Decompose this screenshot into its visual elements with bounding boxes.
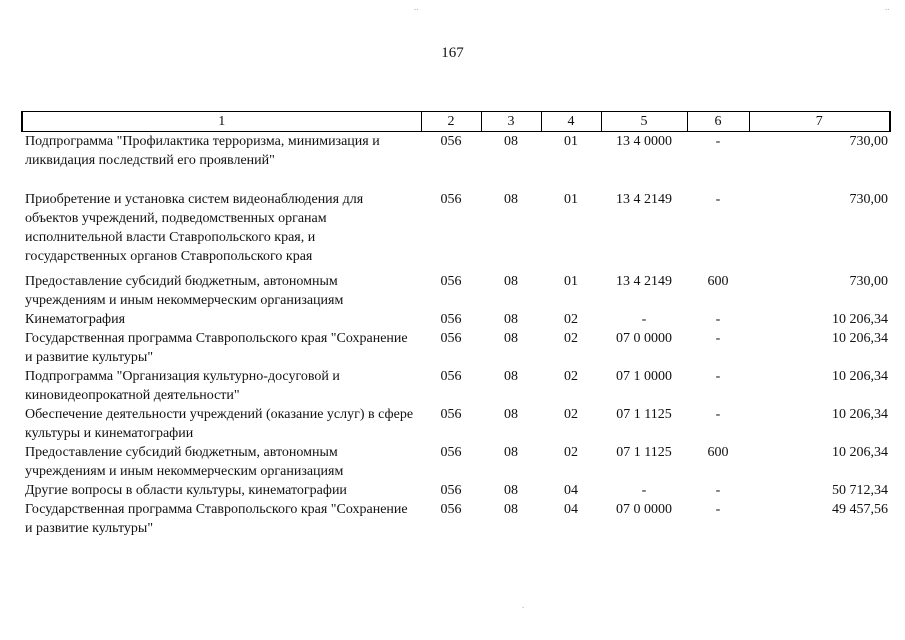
row-col-7: 730,00	[849, 192, 888, 207]
row-col-6: -	[715, 192, 721, 207]
row-col-7: 10 206,34	[832, 407, 888, 422]
table-row	[22, 405, 890, 443]
row-col-5: 07 1 1125	[616, 445, 672, 460]
table-row	[22, 500, 890, 538]
column-header-6: 6	[687, 112, 749, 132]
row-col-5: -	[641, 483, 647, 498]
row-col-3: 08	[504, 483, 518, 498]
row-col-6: -	[715, 134, 721, 149]
row-col-5: 13 4 2149	[616, 192, 672, 207]
row-col-6: -	[715, 502, 721, 517]
column-header-7: 7	[749, 112, 890, 132]
row-col-5: 07 1 1125	[616, 407, 672, 422]
row-name: Государственная программа Ставропольского края "Сохранение и развитие культуры"	[25, 502, 408, 536]
table-row	[22, 329, 890, 367]
column-header-1: 1	[22, 112, 421, 132]
row-col-7: 49 457,56	[832, 502, 888, 517]
row-col-3: 08	[504, 445, 518, 460]
row-col-4: 01	[564, 192, 578, 207]
table-header-row	[22, 112, 890, 132]
row-col-2: 056	[440, 331, 462, 346]
row-col-4: 02	[564, 369, 578, 384]
row-name: Подпрограмма "Организация культурно-досуговой и киновидеопрокатной деятельности"	[25, 369, 340, 403]
row-col-2: 056	[440, 134, 462, 149]
table-row	[22, 443, 890, 481]
margin-mark-bottom: .	[522, 600, 525, 610]
row-col-4: 04	[564, 502, 578, 517]
row-col-7: 10 206,34	[832, 312, 888, 327]
row-col-3: 08	[504, 407, 518, 422]
row-col-6: -	[715, 369, 721, 384]
column-header-2: 2	[421, 112, 481, 132]
row-col-7: 730,00	[849, 134, 888, 149]
table-row	[22, 272, 890, 310]
row-col-6: 600	[707, 445, 729, 460]
row-col-6: -	[715, 407, 721, 422]
row-name: Предоставление субсидий бюджетным, автономным учреждениям и иным некоммерческим организациям	[25, 274, 344, 308]
row-name: Подпрограмма "Профилактика терроризма, минимизация и ликвидация последствий его проявлений"	[25, 134, 380, 168]
row-col-2: 056	[440, 274, 462, 289]
row-col-5: 07 1 0000	[616, 369, 672, 384]
row-col-5: -	[641, 312, 647, 327]
row-col-3: 08	[504, 369, 518, 384]
row-col-2: 056	[440, 192, 462, 207]
row-col-2: 056	[440, 502, 462, 517]
row-col-3: 08	[504, 274, 518, 289]
column-header-5: 5	[601, 112, 687, 132]
row-col-4: 04	[564, 483, 578, 498]
row-col-6: -	[715, 483, 721, 498]
row-col-7: 50 712,34	[832, 483, 888, 498]
row-name: Кинематография	[25, 312, 126, 327]
row-col-4: 01	[564, 274, 578, 289]
margin-mark-top-right: ..	[885, 2, 890, 12]
row-col-4: 01	[564, 134, 578, 149]
row-name: Обеспечение деятельности учреждений (оказание услуг) в сфере культуры и кинематографии	[25, 407, 414, 441]
table-row	[22, 481, 890, 500]
row-col-3: 08	[504, 134, 518, 149]
row-col-7: 10 206,34	[832, 331, 888, 346]
row-col-5: 13 4 0000	[616, 134, 672, 149]
row-col-7: 10 206,34	[832, 369, 888, 384]
table-row	[22, 367, 890, 405]
budget-table	[21, 111, 891, 538]
column-header-4: 4	[541, 112, 601, 132]
row-col-3: 08	[504, 192, 518, 207]
row-col-2: 056	[440, 312, 462, 327]
row-col-6: 600	[707, 274, 729, 289]
row-col-3: 08	[504, 502, 518, 517]
row-col-7: 730,00	[849, 274, 888, 289]
row-name: Другие вопросы в области культуры, кинематографии	[25, 483, 347, 498]
table-row	[22, 132, 890, 191]
row-name: Приобретение и установка систем видеонаблюдения для объектов учреждений, подведомственных органам исполнительной власти Ставропольского края, и государственных органов Ставропольского края	[25, 192, 364, 264]
table-row	[22, 310, 890, 329]
row-col-2: 056	[440, 483, 462, 498]
table-row	[22, 190, 890, 272]
row-col-5: 07 0 0000	[616, 331, 672, 346]
row-col-6: -	[715, 331, 721, 346]
row-col-4: 02	[564, 445, 578, 460]
row-col-2: 056	[440, 445, 462, 460]
row-col-4: 02	[564, 331, 578, 346]
row-col-7: 10 206,34	[832, 445, 888, 460]
margin-mark-top: ..	[414, 2, 419, 12]
row-col-6: -	[715, 312, 721, 327]
row-name: Предоставление субсидий бюджетным, автономным учреждениям и иным некоммерческим организациям	[25, 445, 344, 479]
column-header-3: 3	[481, 112, 541, 132]
row-col-2: 056	[440, 369, 462, 384]
page-number: 167	[441, 45, 464, 61]
row-col-3: 08	[504, 331, 518, 346]
row-col-4: 02	[564, 312, 578, 327]
row-col-5: 13 4 2149	[616, 274, 672, 289]
row-col-3: 08	[504, 312, 518, 327]
row-col-5: 07 0 0000	[616, 502, 672, 517]
row-col-4: 02	[564, 407, 578, 422]
row-name: Государственная программа Ставропольского края "Сохранение и развитие культуры"	[25, 331, 408, 365]
row-col-2: 056	[440, 407, 462, 422]
